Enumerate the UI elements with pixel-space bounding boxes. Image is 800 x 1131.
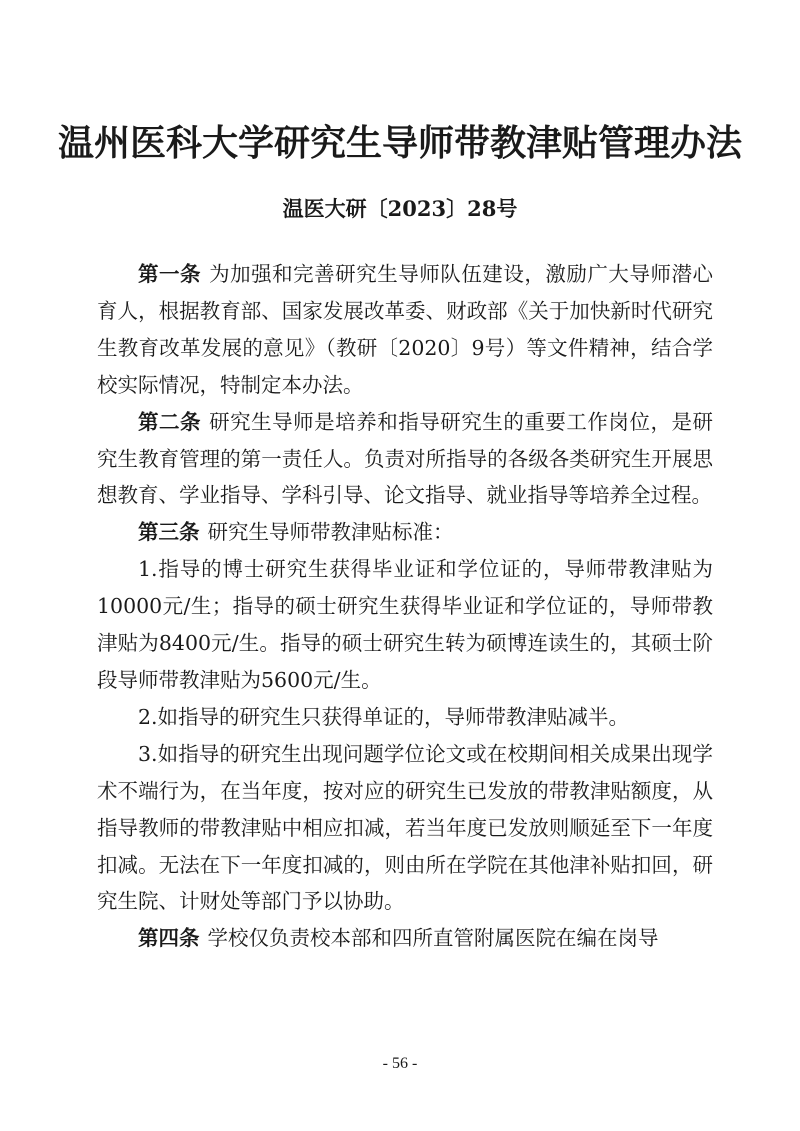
- article-2-text: 研究生导师是培养和指导研究生的重要工作岗位，是研究生教育管理的第一责任人。负责对所指导的各级各类研究生开展思想教育、学业指导、学科引导、论文指导、就业指导等培养全过程。: [97, 409, 714, 508]
- article-1-heading: 第一条: [138, 262, 202, 286]
- article-2: [97, 404, 713, 515]
- article-3-item-3: 3.如指导的研究生出现问题学位论文或在校期间相关成果出现学术不端行为，在当年度，按对应的研究生已发放的带教津贴额度，从指导教师的带教津贴中相应扣减，若当年度已发放则顺延至下一年度扣减。无法在下一年度扣减的，则由所在学院在其他津补贴扣回，研究生院、计财处等部门予以协助。: [97, 741, 713, 914]
- document-title: 温州医科大学研究生导师带教津贴管理办法: [57, 122, 742, 164]
- document-number: 温医大研〔2023〕28号: [282, 196, 518, 221]
- document-body: [97, 256, 713, 957]
- article-4-text: 学校仅负责校本部和四所直管附属医院在编在岗导: [207, 926, 659, 951]
- article-3: [97, 514, 713, 551]
- article-3-text: 研究生导师带教津贴标准：: [207, 520, 454, 545]
- article-2-heading: 第二条: [138, 409, 202, 434]
- article-1: [97, 256, 713, 404]
- article-3-item-2: 2.如指导的研究生只获得单证的，导师带教津贴减半。: [138, 704, 630, 729]
- article-3-item-1: 1.指导的博士研究生获得毕业证和学位证的，导师带教津贴为10000元/生；指导的硕士研究生获得毕业证和学位证的，导师带教津贴为8400元/生。指导的硕士研究生转为硕博连读生的，其硕士阶段导师带教津贴为5600元/生。: [97, 557, 713, 692]
- article-4-heading: 第四条: [138, 926, 200, 951]
- page-number: - 56 -: [382, 1055, 418, 1072]
- article-1-text: 为加强和完善研究生导师队伍建设，激励广大导师潜心育人，根据教育部、国家发展改革委、财政部《关于加快新时代研究生教育改革发展的意见》（教研〔2020〕9号）等文件精神，结合学校实际情况，特制定本办法。: [97, 262, 714, 397]
- article-3-heading: 第三条: [138, 520, 200, 545]
- article-4: [97, 920, 713, 957]
